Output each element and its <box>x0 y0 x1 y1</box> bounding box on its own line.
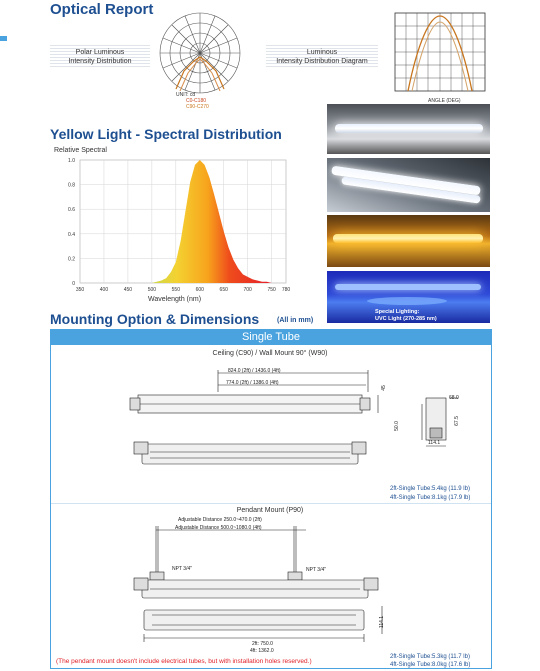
spectral-x-tick-label: 600 <box>195 287 204 293</box>
pendant-caption: Pendant Mount (P90) <box>236 507 304 514</box>
single-tube-banner: Single Tube <box>51 330 491 345</box>
tube-photo-white-1 <box>327 104 490 154</box>
pendant-adj-4ft: Adjustable Distance 500.0~1080.0 (4ft) <box>175 525 262 531</box>
tube-photo-yellow <box>327 215 490 267</box>
tube-photo-white-2 <box>327 158 490 212</box>
luminous-label <box>266 45 378 69</box>
uvc-caption-2: UVC Light (270-285 nm) <box>375 316 437 322</box>
ceiling-dim-h: 45 <box>380 385 387 391</box>
polar-unit: UNIT: cd <box>176 92 196 98</box>
spectral-x-tick-label: 650 <box>219 287 228 293</box>
spectral-y-tick-label: 0.8 <box>68 182 75 189</box>
pendant-npt-left: NPT 3/4" <box>172 566 193 572</box>
spectral-xlabel: Wavelength (nm) <box>148 296 202 303</box>
ceiling-dim-114: 114.1 <box>428 440 441 446</box>
section-marker <box>0 36 7 41</box>
spectral-y-ticks <box>68 158 75 287</box>
pendant-weight-4ft: 4ft-Single Tube:8.0kg (17.6 lb) <box>390 662 471 668</box>
spectral-chart <box>50 155 300 305</box>
ceiling-dim-68: 68.0 <box>449 395 459 401</box>
polar-label <box>50 45 150 69</box>
polar-label-line1: Polar Luminous <box>75 49 125 56</box>
spectral-x-tick-label: 350 <box>75 287 85 293</box>
luminous-label-line1: Luminous <box>306 49 338 56</box>
pendant-height: 114.1 <box>379 615 386 629</box>
spectral-y-tick-label: 0 <box>72 281 75 287</box>
spectral-area <box>152 160 277 283</box>
spectral-x-tick-label: 450 <box>123 287 133 293</box>
pendant-note: (The pendant mount doesn't include electrical tubes, but with installation holes reserved.) <box>56 658 312 665</box>
spectral-x-tick-label: 400 <box>99 287 109 293</box>
section-divider <box>51 503 491 504</box>
ceiling-dim-50: 50.0 <box>393 421 400 431</box>
spectral-y-tick-label: 0.6 <box>68 207 75 214</box>
spectral-x-tick-label: 750 <box>267 287 276 293</box>
mounting-title: Mounting Option & Dimensions <box>50 311 260 327</box>
ceiling-weight-4ft: 4ft-Single Tube:8.1kg (17.9 lb) <box>390 495 471 501</box>
polar-label-line2: Intensity Distribution <box>68 58 132 65</box>
pendant-len-4ft: 4ft: 1362.0 <box>250 648 274 654</box>
spectral-x-ticks <box>76 287 291 293</box>
spectral-ylabel: Relative Spectral <box>54 147 107 154</box>
spectral-y-tick-label: 0.2 <box>68 256 75 263</box>
ceiling-dim-inner: 774.0 (2ft) / 1386.0 (4ft) <box>226 380 279 386</box>
pendant-drawing <box>120 512 420 652</box>
pendant-npt-right: NPT 3/4" <box>306 567 327 573</box>
polar-legend-c0: C0-C180 <box>186 98 207 104</box>
spectral-x-tick-label: 700 <box>243 287 252 293</box>
pendant-adj-2ft: Adjustable Distance 250.0~470.0 (2ft) <box>178 517 262 523</box>
ceiling-dim-67: 67.5 <box>453 416 460 426</box>
ceiling-drawing <box>120 362 480 477</box>
mounting-unit-note: (All in mm) <box>277 317 314 324</box>
optical-report-title: Optical Report <box>50 1 154 18</box>
ceiling-weight-2ft: 2ft-Single Tube:5.4kg (11.9 lb) <box>390 486 470 492</box>
polar-chart <box>150 6 260 110</box>
spectral-x-tick-label: 500 <box>147 287 157 293</box>
spectral-title: Yellow Light - Spectral Distribution <box>50 126 282 142</box>
tube-photo-uvc <box>327 271 490 323</box>
ceiling-dim-overall: 824.0 (2ft) / 1436.0 (4ft) <box>228 368 281 374</box>
spectral-y-tick-label: 0.4 <box>68 231 75 238</box>
pendant-weight-2ft: 2ft-Single Tube:5.3kg (11.7 lb) <box>390 654 470 660</box>
pendant-len-2ft: 2ft: 750.0 <box>252 641 273 647</box>
polar-legend-c90: C90-C270 <box>186 104 209 110</box>
luminous-diagram <box>394 12 490 98</box>
luminous-xlabel: ANGLE (DEG) <box>428 98 461 104</box>
spectral-y-tick-label: 1.0 <box>68 158 75 164</box>
ceiling-caption: Ceiling (C90) / Wall Mount 90° (W90) <box>212 350 328 357</box>
luminous-label-line2: Intensity Distribution Diagram <box>276 58 368 65</box>
spectral-x-tick-label: 550 <box>171 287 180 293</box>
spectral-x-tick-label: 780 <box>281 287 291 293</box>
uvc-caption-1: Special Lighting: <box>375 309 420 315</box>
